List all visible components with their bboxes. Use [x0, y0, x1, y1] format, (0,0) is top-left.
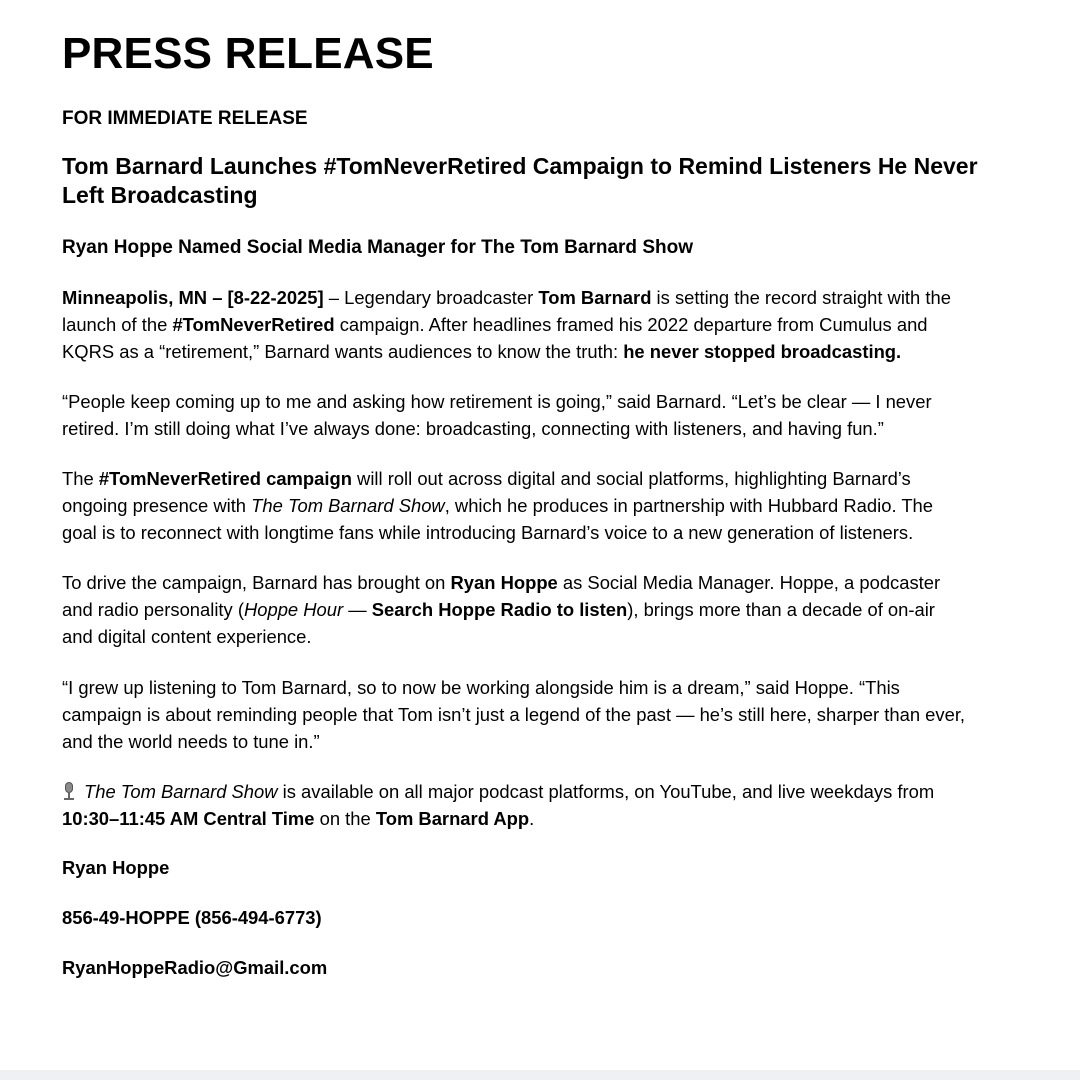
- paragraph-line: [62, 596, 1062, 623]
- subheadline: Ryan Hoppe Named Social Media Manager for The Tom Barnard Show: [62, 237, 693, 258]
- bold-truth: he never stopped broadcasting.: [623, 341, 902, 362]
- podcast-title: Hoppe Hour: [243, 599, 344, 620]
- text-run: as Social Media Manager. Hoppe, a podcaster: [557, 572, 941, 593]
- text-run: ), brings more than a decade of on-air: [627, 599, 935, 620]
- dateline: Minneapolis, MN – [8-22-2025]: [62, 287, 324, 308]
- paragraph-line: [62, 465, 1062, 492]
- paragraph-quote-hoppe: [62, 674, 1062, 755]
- headline: [62, 152, 1052, 209]
- campaign-name: #TomNeverRetired campaign: [98, 468, 352, 489]
- paragraph-line: and digital content experience.: [62, 626, 312, 647]
- paragraph-line: [62, 284, 1062, 311]
- microphone-icon: [62, 782, 76, 800]
- paragraph-availability: [62, 778, 1062, 832]
- headline-line: Tom Barnard Launches #TomNeverRetired Campaign to Remind Listeners He Never: [62, 153, 978, 179]
- hashtag: #TomNeverRetired: [172, 314, 335, 335]
- headline-line: Left Broadcasting: [62, 181, 258, 208]
- text-run: ongoing presence with: [62, 495, 252, 516]
- paragraph-line: “People keep coming up to me and asking how retirement is going,” said Barnard. “Let’s be clear — I never: [62, 391, 932, 412]
- paragraph-line: and the world needs to tune in.”: [62, 731, 320, 752]
- paragraph-line: [62, 778, 1062, 805]
- text-run: , which he produces in partnership with Hubbard Radio. The: [444, 495, 934, 516]
- paragraph-line: [62, 569, 1062, 596]
- text-run: is available on all major podcast platforms, on YouTube, and live weekdays from: [277, 781, 935, 802]
- paragraph-quote-barnard: [62, 388, 1062, 442]
- paragraph-line: [62, 338, 1062, 365]
- show-time: 10:30–11:45 AM Central Time: [62, 808, 315, 829]
- text-run: – Legendary broadcaster: [323, 287, 539, 308]
- contact-name: Ryan Hoppe: [62, 857, 170, 878]
- text-run: The: [62, 468, 99, 489]
- bold-name: Ryan Hoppe: [450, 572, 558, 593]
- text-run: campaign. After headlines framed his 2022 departure from Cumulus and: [334, 314, 928, 335]
- text-run: and radio personality (: [62, 599, 244, 620]
- paragraph-line: retired. I’m still doing what I’ve always done: broadcasting, connecting with listeners, and having fun.”: [62, 418, 884, 439]
- show-title: The Tom Barnard Show: [251, 495, 445, 516]
- search-instruction: Search Hoppe Radio to listen: [371, 599, 628, 620]
- release-label: FOR IMMEDIATE RELEASE: [62, 108, 308, 129]
- bottom-strip: [0, 1070, 1080, 1080]
- text-run: will roll out across digital and social platforms, highlighting Barnard’s: [351, 468, 911, 489]
- text-run: is setting the record straight with the: [651, 287, 951, 308]
- paragraph-campaign: [62, 465, 1062, 546]
- text-run: launch of the: [62, 314, 173, 335]
- app-name: Tom Barnard App: [375, 808, 530, 829]
- paragraph-line: goal is to reconnect with longtime fans while introducing Barnard’s voice to a new generation of listeners.: [62, 522, 914, 543]
- document-title: PRESS RELEASE: [62, 29, 434, 78]
- paragraph-line: “I grew up listening to Tom Barnard, so to now be working alongside him is a dream,” said Hoppe. “This: [62, 677, 900, 698]
- paragraph-line: [62, 492, 1062, 519]
- text-run: .: [529, 808, 535, 829]
- bold-name: Tom Barnard: [538, 287, 652, 308]
- paragraph-hoppe: [62, 569, 1062, 650]
- text-run: —: [343, 599, 372, 620]
- contact-email: RyanHoppeRadio@Gmail.com: [62, 957, 328, 978]
- paragraph-line: campaign is about reminding people that Tom isn’t just a legend of the past — he’s still here, sharper than ever,: [62, 704, 966, 725]
- contact-phone: 856-49-HOPPE (856-494-6773): [62, 907, 322, 928]
- paragraph-line: [62, 805, 1062, 832]
- paragraph-line: [62, 311, 1062, 338]
- show-title: The Tom Barnard Show: [84, 781, 278, 802]
- text-run: KQRS as a “retirement,” Barnard wants audiences to know the truth:: [62, 341, 624, 362]
- text-run: on the: [314, 808, 376, 829]
- paragraph-intro: [62, 284, 1062, 365]
- text-run: To drive the campaign, Barnard has brought on: [62, 572, 451, 593]
